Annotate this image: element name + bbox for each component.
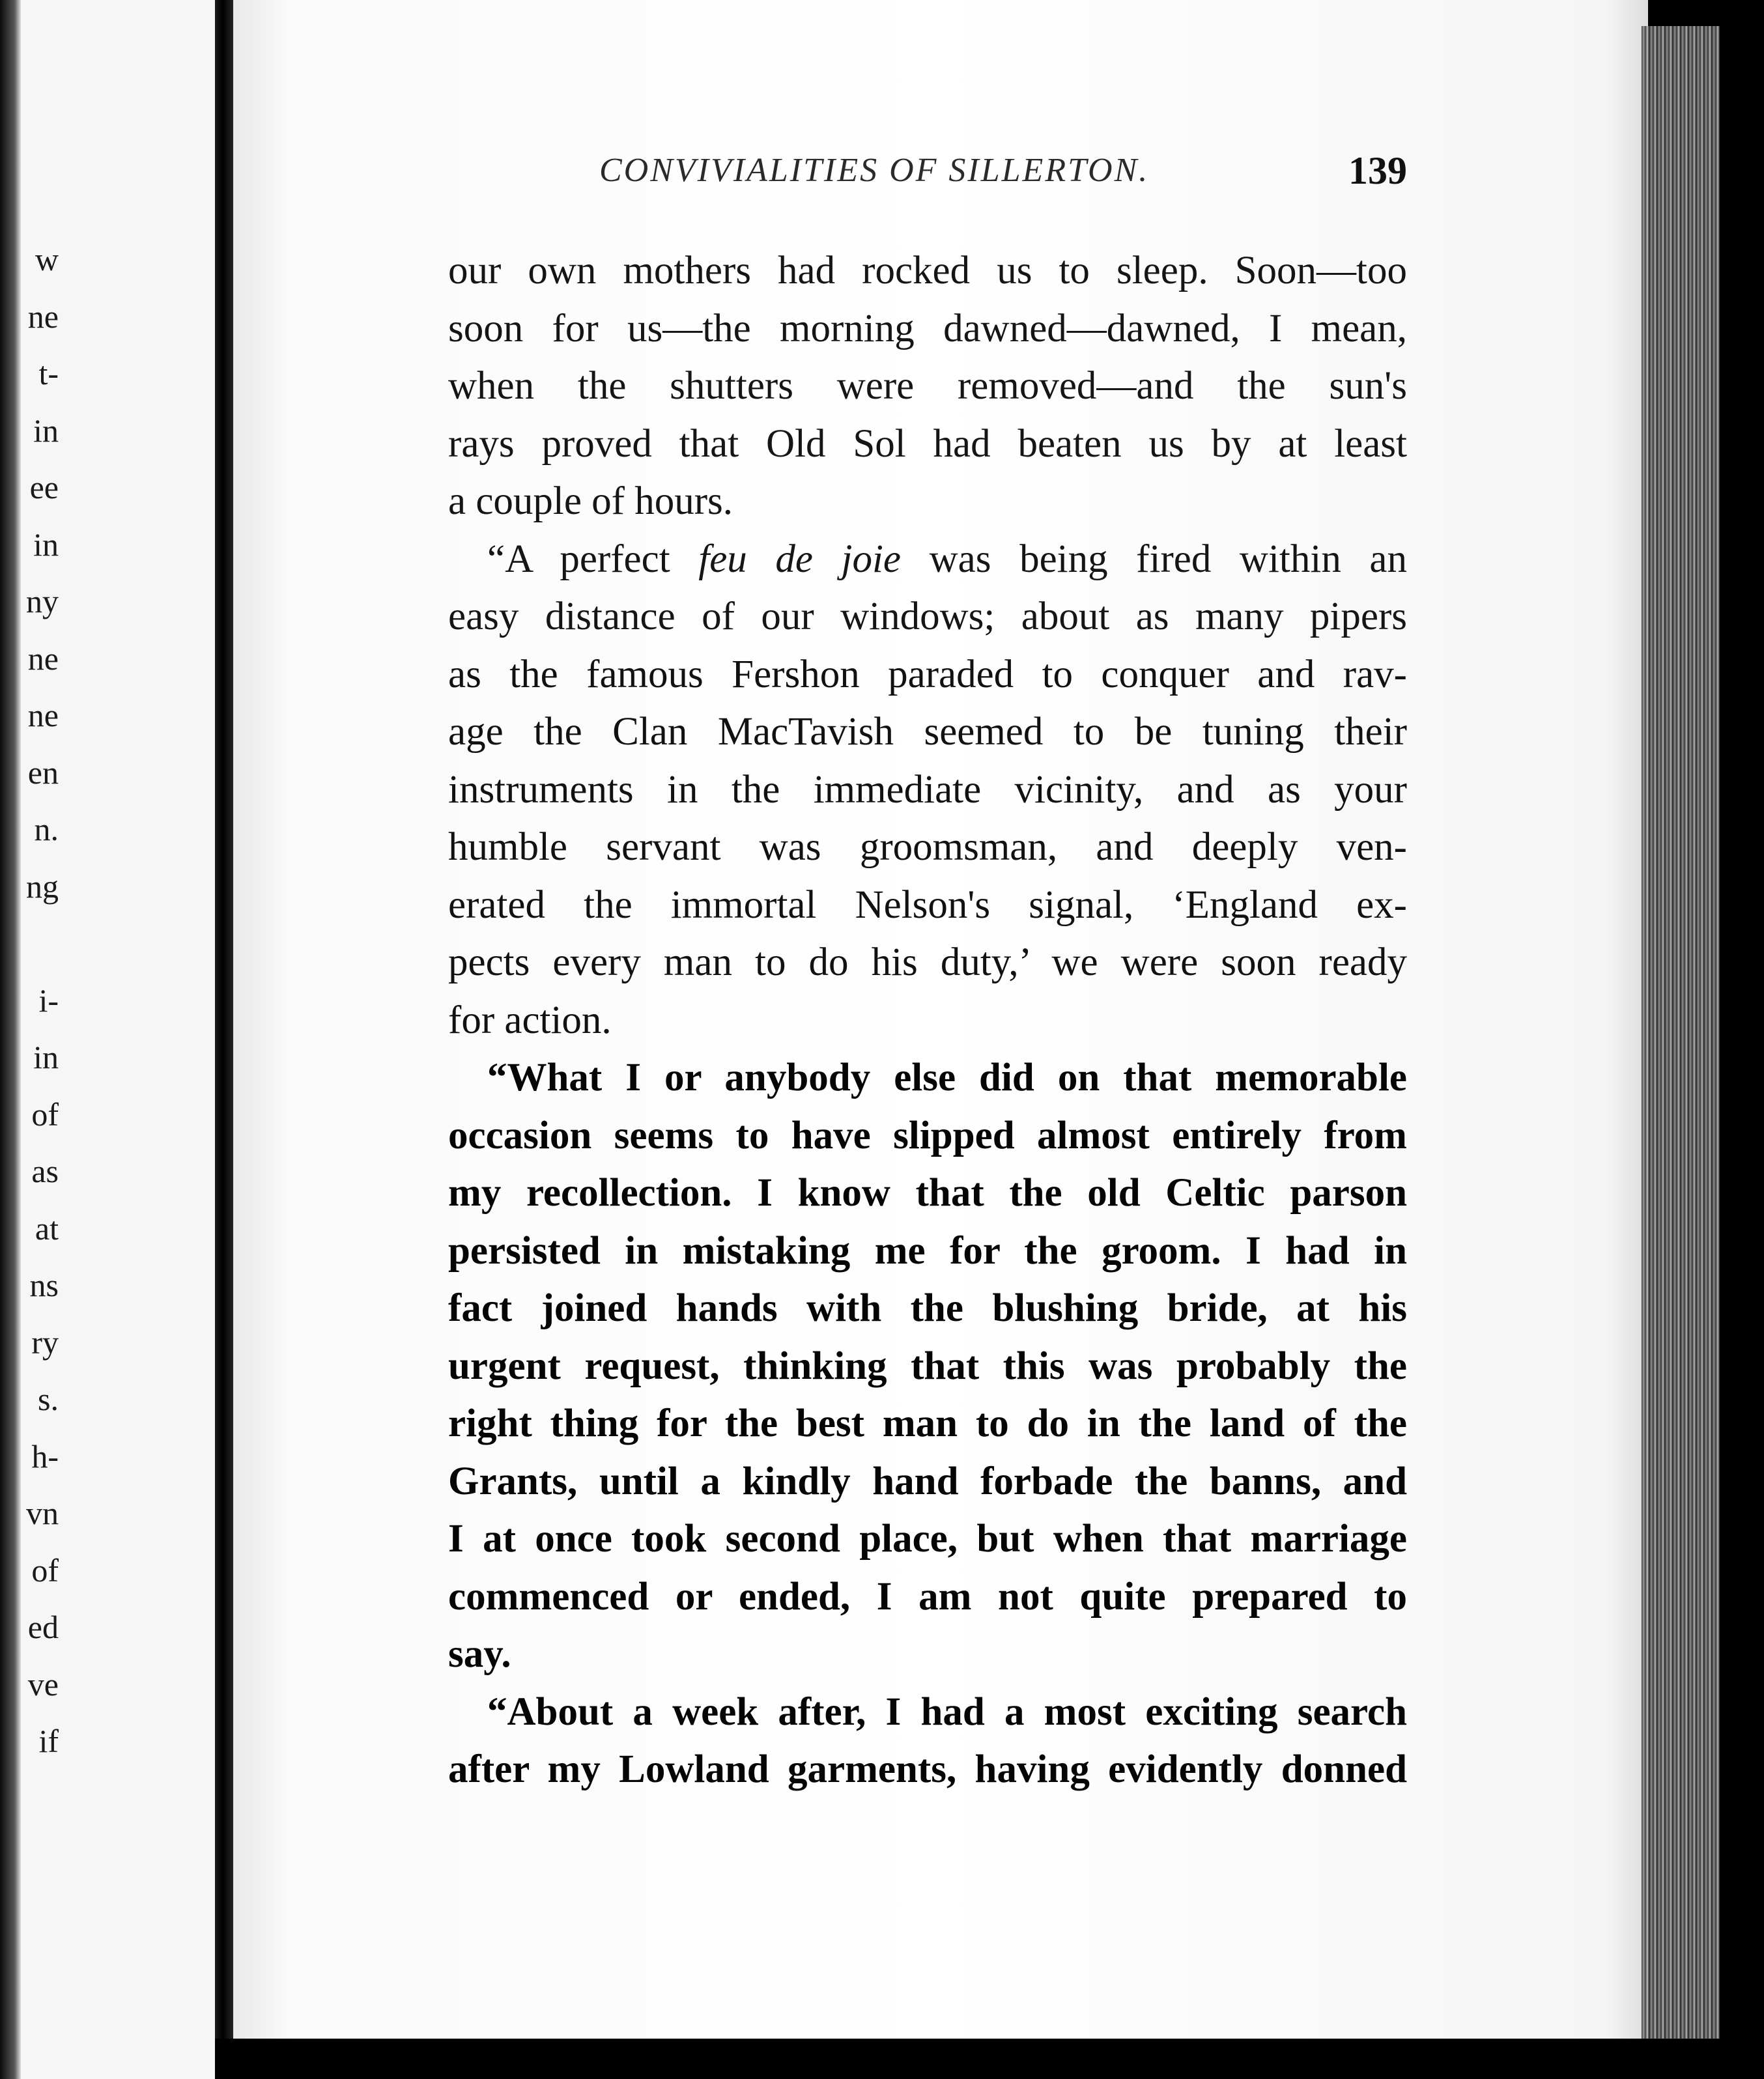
text-line: right thing for the best man to do in the land of the (448, 1402, 1407, 1445)
text-line: persisted in mistaking me for the groom. I had in (448, 1228, 1407, 1273)
text-line: “What I or anybody else did on that memorable (487, 1056, 1407, 1099)
text-line: as the famous Fershon paraded to conquer and rav- (448, 652, 1407, 696)
left-fragment: ne (27, 298, 59, 335)
left-fragment: ne (27, 697, 59, 733)
text-line: age the Clan MacTavish seemed to be tuning their (448, 710, 1407, 754)
left-fragment: en (27, 754, 59, 791)
left-fragment: ny (26, 583, 59, 619)
left-fragment: ne (27, 640, 59, 677)
text-line: urgent request, thinking that this was probably the (448, 1344, 1407, 1388)
text-line: easy distance of our windows; about as many pipers (448, 595, 1407, 638)
left-fragment: of (31, 1096, 59, 1133)
left-fragment: if (38, 1723, 59, 1759)
left-fragment: ry (31, 1323, 59, 1361)
left-fragment: t- (38, 355, 59, 391)
text-line: soon for us—the morning dawned—dawned, I mean, (448, 306, 1407, 350)
text-line: commenced or ended, I am not quite prepared to (448, 1574, 1407, 1619)
text-line: occasion seems to have slipped almost entirely from (448, 1113, 1407, 1157)
text-line: erated the immortal Nelson's signal, ‘England ex- (448, 883, 1407, 927)
running-head (599, 151, 1407, 203)
left-fragment: w (35, 241, 59, 277)
text-line: Grants, until a kindly hand forbade the banns, and (448, 1459, 1407, 1503)
left-fragment: in (33, 412, 59, 449)
body-text (448, 242, 1407, 1799)
left-fragment: i- (38, 982, 59, 1019)
italic-phrase: feu de joie (698, 537, 902, 581)
text-line: pects every man to do his duty,’ we were soon ready (448, 940, 1407, 984)
left-page-text-fragments (0, 231, 59, 1770)
text-line: our own mothers had rocked us to sleep. Soon—too (448, 249, 1407, 292)
text-line: for action. (448, 998, 612, 1042)
text-line: rays proved that Old Sol had beaten us by at least (448, 421, 1407, 466)
left-fragment: s. (38, 1381, 59, 1417)
text-line: I at once took second place, but when that marriage (448, 1517, 1407, 1561)
left-fragment: in (33, 1039, 59, 1075)
text-line: when the shutters were removed—and the sun's (448, 364, 1407, 408)
left-fragment: at (35, 1209, 59, 1247)
left-fragment: ed (27, 1609, 59, 1645)
page-fore-edge (1642, 26, 1720, 2045)
text-line: “A perfect feu de joie was being fired within an (487, 537, 1407, 581)
bottom-shadow (215, 2039, 1764, 2079)
left-page (0, 0, 225, 2079)
text-line: after my Lowland garments, having evidently donned (448, 1747, 1407, 1791)
left-fragment: n. (34, 811, 59, 847)
left-fragment: ve (27, 1665, 59, 1703)
text-line: a couple of hours. (448, 479, 733, 523)
text-line: fact joined hands with the blushing bride, at his (448, 1286, 1407, 1330)
left-fragment: in (33, 526, 59, 563)
running-title: CONVIVIALITIES OF SILLERTON. (599, 152, 1150, 189)
left-fragment: h- (31, 1437, 59, 1475)
text-line: “About a week after, I had a most exciting search (487, 1690, 1407, 1734)
text-line: instruments in the immediate vicinity, and as your (448, 767, 1407, 812)
page-number: 139 (1348, 149, 1407, 192)
left-fragment: vn (26, 1495, 59, 1531)
left-fragment: ng (26, 868, 59, 905)
left-fragment: ee (29, 469, 59, 505)
text-line: humble servant was groomsman, and deeply ven- (448, 825, 1407, 869)
left-fragment: of (31, 1551, 59, 1589)
left-fragment: ns (29, 1267, 59, 1303)
text-line: my recollection. I know that the old Celtic parson (448, 1171, 1407, 1215)
left-fragment: as (31, 1153, 59, 1189)
text-line: say. (448, 1632, 511, 1676)
left-fragment (0, 915, 59, 972)
book-gutter (215, 0, 235, 2079)
